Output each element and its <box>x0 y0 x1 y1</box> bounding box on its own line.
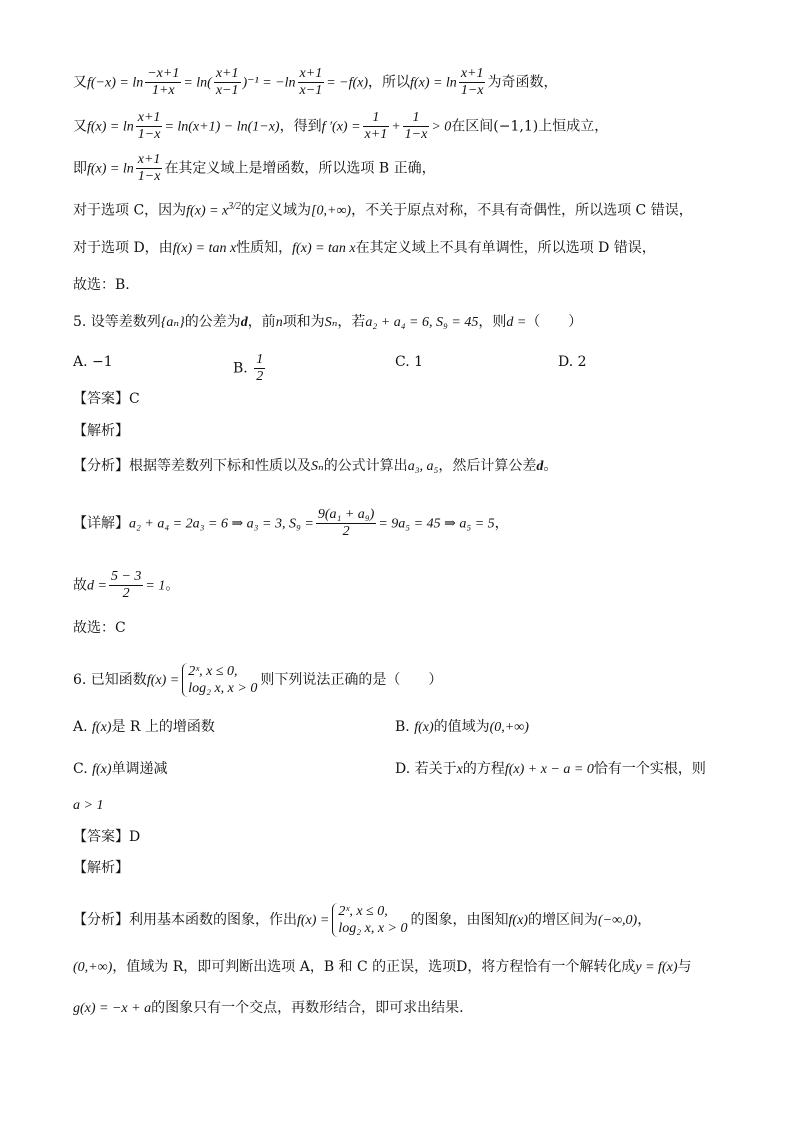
text: 又 <box>73 74 87 91</box>
option-d: D. 若关于x的方程f(x) + x − a = 0恰有一个实根，则 <box>395 761 706 777</box>
math: f(x) = tan x <box>292 241 356 256</box>
fraction: $\frac{x+1}{1-x}$ <box>137 110 161 142</box>
answer-line: 故选：B. <box>73 277 130 293</box>
option-c: C. f(x)单调递减 <box>73 761 168 777</box>
solution-line-1 <box>73 66 754 99</box>
q6-analysis-2: (0,+∞)，值域为 R，即可判断出选项 A，B 和 C 的正误，选项D，将方程恰有一个解转化成y = f(x)与 <box>73 959 692 975</box>
q5-analysis-heading: 【解析】 <box>73 423 129 439</box>
math: f(−x) = ln <box>87 75 144 91</box>
math: f(x) = ln <box>410 75 457 91</box>
math: n <box>275 315 283 330</box>
option-c: C. 1 <box>395 354 424 370</box>
q5-detail: 【详解】a₂ + a₄ = 2a₃ = 6 ⇒ a₃ = 3, S₉ = $\frac{\text{9(a₁ + a₉)}}{2}$ = 9a₅ = 45 ⇒ a₅ = 5， <box>73 507 509 539</box>
text: 对于选项 C，因为 <box>73 202 187 219</box>
fraction: $\frac{1}{1-x}$ <box>404 110 428 142</box>
q5-analysis: 【分析】根据等差数列下标和性质以及Sₙ的公式计算出a₃, a₅，然后计算公差d。 <box>73 458 558 474</box>
math: {aₙ} <box>160 315 185 330</box>
q6-analysis: 【分析】利用基本函数的图象，作出f(x) = 2ˣ, x ≤ 0, log₂ x, x > 0 的图象，由图知f(x)的增区间为(−∞,0)， <box>73 904 652 936</box>
math: a₂ + a₄ = 6, S₉ = 45 <box>365 315 479 330</box>
option-d-continued: a > 1 <box>73 798 104 813</box>
math: f ′(x) = <box>321 119 361 135</box>
fraction: $\frac{x+1}{x-1}$ <box>299 66 323 98</box>
math: Sₙ <box>324 315 338 330</box>
math: [0,+∞) <box>311 203 352 219</box>
text: ，所以 <box>368 74 411 91</box>
option-a: A. −1 <box>73 354 113 370</box>
option-b: B. f(x)的值域为(0,+∞) <box>395 719 529 735</box>
text: 对于选项 D，由 <box>73 240 173 256</box>
math: d = <box>506 315 527 330</box>
fraction: $\frac{1}{x+1}$ <box>364 110 388 142</box>
math: = ln(x+1) − ln(1−x) <box>164 119 280 135</box>
math: f(x) = ln <box>87 161 134 177</box>
math: )⁻¹ = −ln <box>242 75 296 91</box>
solution-line-5 <box>73 238 754 259</box>
fraction: $\frac{x+1}{1-x}$ <box>460 66 484 98</box>
q5-select: 故选：C <box>73 620 126 636</box>
fraction: $\frac{x+1}{x-1}$ <box>215 66 239 98</box>
option-a: A. f(x)是 R 上的增函数 <box>73 719 215 735</box>
q6-answer: 【答案】D <box>73 829 141 845</box>
text: 在其定义域上是增函数，所以选项 B 正确， <box>164 160 436 177</box>
math: d <box>240 315 248 330</box>
math: + <box>391 119 401 135</box>
piecewise: 2ˣ, x ≤ 0, log₂ x, x > 0 <box>182 663 257 697</box>
math: = −f(x) <box>326 75 369 91</box>
text: ，若 <box>337 314 366 330</box>
q5-answer: 【答案】C <box>73 391 140 407</box>
fraction: $\frac{x+1}{1-x}$ <box>137 152 161 184</box>
text: ，得到 <box>279 118 322 135</box>
text: 的公差为 <box>184 314 241 330</box>
text: 项和为 <box>282 314 325 330</box>
text: 为奇函数， <box>487 74 558 91</box>
math: f(x) = tan x <box>172 241 237 256</box>
q6-analysis-heading: 【解析】 <box>73 860 129 876</box>
text: 即 <box>73 160 87 177</box>
math: f(x) = x <box>186 203 229 219</box>
solution-line-3 <box>73 152 754 185</box>
text: 5. 设等差数列 <box>73 314 161 330</box>
text: 的定义域为 <box>241 202 312 219</box>
question-6: 6. 已知函数f(x) = 2ˣ, x ≤ 0, log₂ x, x > 0 则下列说法正确的是（ ） <box>73 664 443 696</box>
solution-line-4 <box>73 197 754 222</box>
solution-line-2 <box>73 110 754 143</box>
text: ，前 <box>247 314 276 330</box>
math: f(x) = ln <box>87 119 134 135</box>
text: 性质知， <box>236 240 293 256</box>
text: 在其定义域上不具有单调性，所以选项 D 错误， <box>355 240 656 256</box>
q5-conclusion: 故d = $\frac{5 - 3}{2}$ = 1。 <box>73 569 180 601</box>
text: 在区间(−1,1)上恒成立， <box>451 118 609 135</box>
q6-analysis-3: g(x) = −x + a的图象只有一个交点，再数形结合，即可求出结果. <box>73 1000 464 1016</box>
fraction: $\frac{-x+1}{1+x}$ <box>147 66 180 98</box>
text: ，则 <box>478 314 507 330</box>
math: = ln( <box>183 75 212 91</box>
text: （ ） <box>526 314 583 330</box>
option-b: B. $\frac{1}{2}$ <box>233 352 264 384</box>
exponent: 3/2 <box>228 201 242 212</box>
question-5 <box>73 312 754 333</box>
option-d: D. 2 <box>558 354 587 370</box>
text: ，不关于原点对称，不具有奇偶性，所以选项 C 错误， <box>351 202 693 219</box>
text: 又 <box>73 118 87 135</box>
math: > 0 <box>431 119 452 135</box>
